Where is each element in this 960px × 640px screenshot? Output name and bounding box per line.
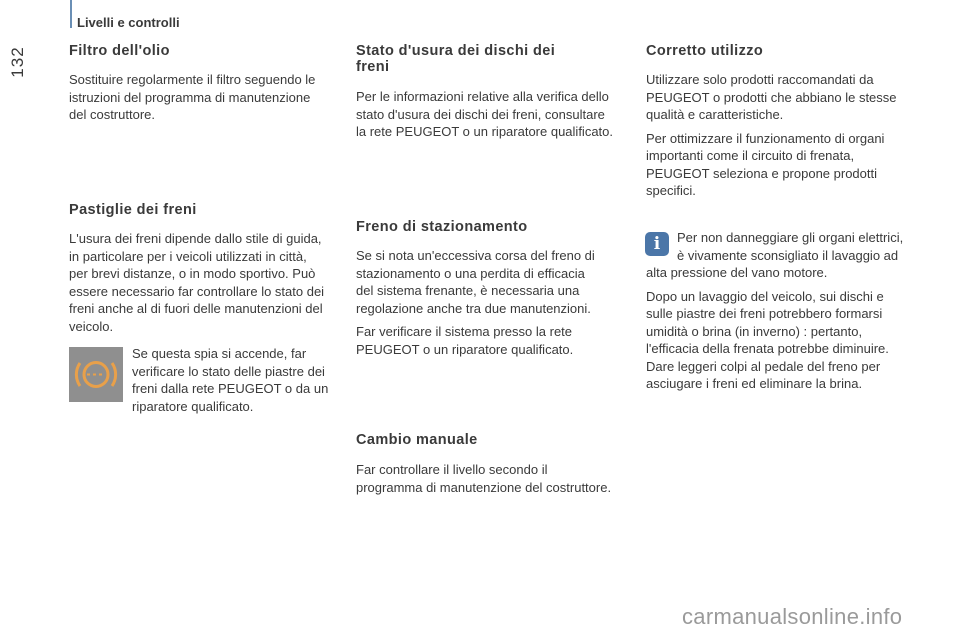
page-number-text: 132 [8,46,27,78]
info-note-text-2 [646,288,921,393]
brake-pads-section [69,202,344,335]
oil-filter-text [69,71,344,124]
text-line: PEUGEOT o prodotti che abbiano le stesse [646,89,897,105]
info-icon: i [645,232,669,256]
text-line: programma di manutenzione del costruttore. [356,479,612,495]
text-line: veicolo. [69,318,114,334]
header-accent-bar [70,0,72,28]
text-line: essere necessario far controllare lo stato dei [69,283,325,299]
section-title: Livelli e controlli [77,15,180,30]
text-line: Per non danneggiare gli organi elettrici, [677,230,904,245]
text-line: istruzioni del programma di manutenzione [69,89,311,105]
text-line: Se questa spia si accende, far [132,346,307,361]
text-line: stazionamento o una perdita di efficacia [356,265,585,281]
brake-pads-heading: Pastiglie dei freni [69,202,197,218]
correct-use-text-1 [646,71,921,124]
text-line: importanti come il circuito di frenata, [646,148,855,163]
brake-discs-text [356,88,631,141]
text-line: Sostituire regolarmente il filtro seguendo le [69,72,316,87]
heading-line: Stato d'usura dei dischi dei [356,43,556,59]
correct-use-heading: Corretto utilizzo [646,43,764,59]
text-line: freni anche al di fuori delle manutenzioni del [69,301,323,316]
brake-warning-light-icon [69,347,123,402]
info-note-text-1 [646,229,921,282]
text-line: la rete PEUGEOT o un riparatore qualificato. [356,124,613,139]
text-line: verificare lo stato delle piastre dei [132,363,325,379]
text-line: specifici. [646,183,696,198]
parking-brake-heading: Freno di stazionamento [356,219,528,235]
manual-gearbox-section [356,432,631,496]
manual-gearbox-text [356,461,631,496]
parking-brake-text-1 [356,247,631,317]
heading-line: freni [356,59,390,75]
text-line: Dopo un lavaggio del veicolo, sui dischi e [646,288,884,304]
text-line: L'usura dei freni dipende dallo stile di guida, [69,231,322,246]
oil-filter-section [69,43,344,124]
text-line: riparatore qualificato. [132,398,254,414]
brake-warning-text [132,345,344,415]
text-line: sulle piastre dei freni potrebbero formarsi [646,306,883,321]
text-line: umidità o brina (in inverno) : pertanto, [646,323,863,339]
text-line: Far verificare il sistema presso la rete [356,324,573,339]
text-line: è vivamente sconsigliato il lavaggio ad [677,247,899,263]
text-line: PEUGEOT o un riparatore qualificato. [356,341,574,357]
oil-filter-heading: Filtro dell'olio [69,43,170,59]
text-line: del sistema frenante, è necessaria una [356,283,580,298]
text-line: Se si nota un'eccessiva corsa del freno di [356,248,595,263]
text-line: Dare leggeri colpi al pedale del freno per [646,358,881,374]
text-line: in particolare per i veicoli utilizzati in città, [69,248,307,264]
text-line: freni dalla rete PEUGEOT o da un [132,381,329,396]
brake-discs-heading [356,43,631,75]
text-line: PEUGEOT seleziona e propone prodotti [646,165,878,181]
text-line: qualità e caratteristiche. [646,107,784,122]
text-line: alta pressione del vano motore. [646,265,828,280]
correct-use-text-2 [646,130,921,200]
text-line: regolazione anche tra due manutenzioni. [356,300,591,316]
text-line: del costruttore. [69,107,155,122]
page-number [4,40,32,84]
text-line: Far controllare il livello secondo il [356,462,548,477]
parking-brake-text-2 [356,323,631,358]
text-line: stato d'usura dei dischi dei freni, consultare [356,106,605,122]
text-line: asciugare i freni ed eliminare la brina. [646,376,863,391]
text-line: per brevi distanze, o in modo sportivo. Può [69,266,316,281]
manual-gearbox-heading: Cambio manuale [356,432,478,448]
brake-pads-text [69,230,344,335]
text-line: l'efficacia della frenata potrebbe diminuire. [646,341,889,356]
text-line: Per le informazioni relative alla verifica dello [356,89,609,104]
text-line: Utilizzare solo prodotti raccomandati da [646,72,874,87]
info-note-section [646,229,921,393]
correct-use-section [646,43,921,200]
watermark: carmanualsonline.info [682,604,903,629]
brake-discs-section [356,43,631,141]
parking-brake-section [356,219,631,358]
text-line: Per ottimizzare il funzionamento di organi [646,130,885,146]
